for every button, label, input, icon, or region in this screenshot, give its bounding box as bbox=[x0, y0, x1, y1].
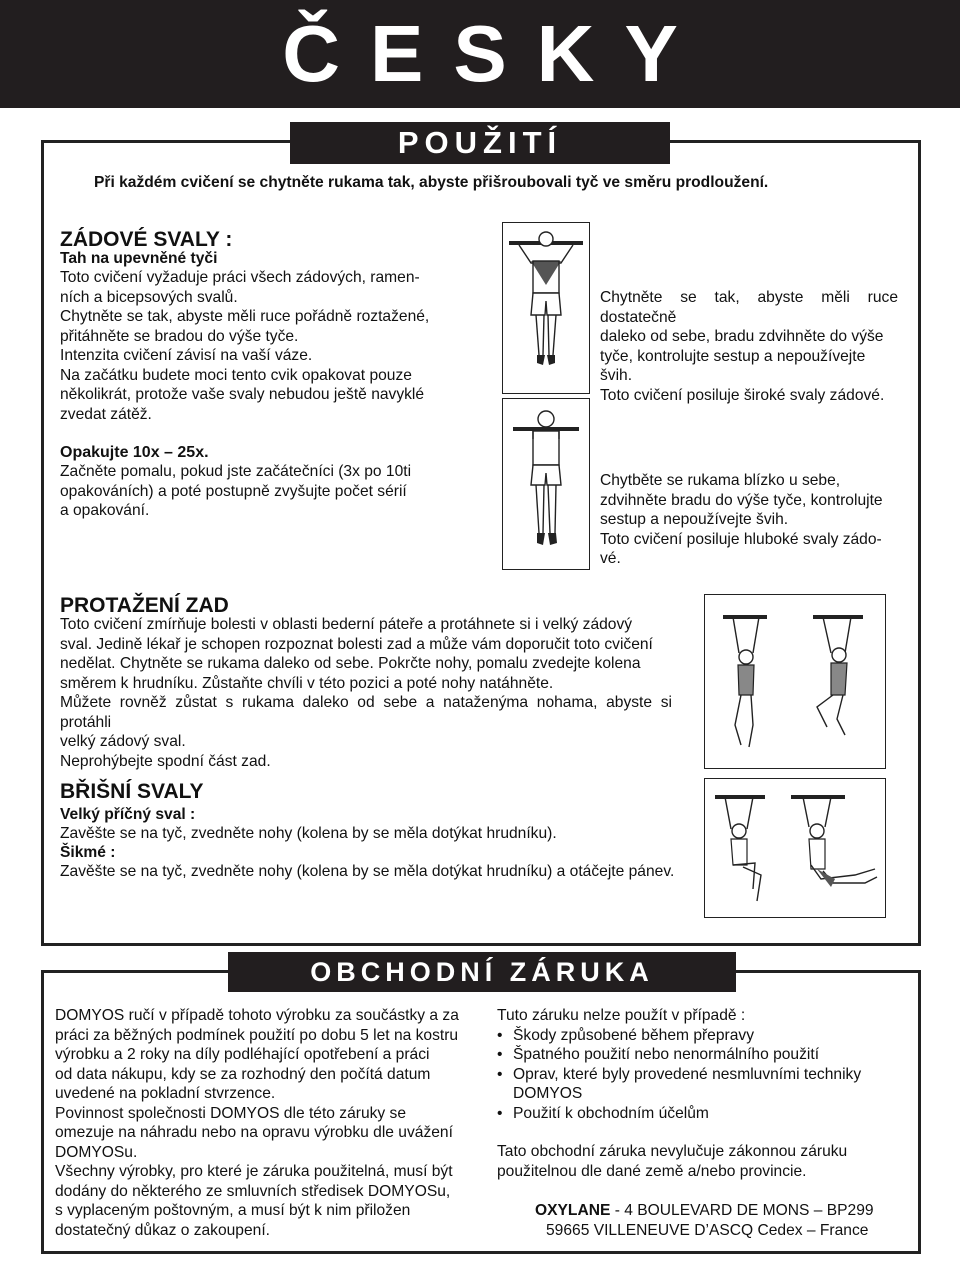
text-line: dodány do některého ze smluvních středisek DOMYOSu, bbox=[55, 1182, 451, 1200]
text-line: Všechny výrobky, pro které je záruka použitelná, musí být bbox=[55, 1163, 453, 1180]
text-line: zvedat zátěž. bbox=[60, 405, 152, 423]
address-line-2: 59665 VILLENEUVE D’ASCQ Cedex – France bbox=[546, 1222, 869, 1239]
warranty-right-text bbox=[497, 1006, 861, 1181]
back-title: ZÁDOVÉ SVALY : bbox=[60, 228, 233, 251]
text-line: tyče, kontrolujte sestup a nepoužívejte bbox=[600, 347, 866, 365]
text-line: sval. Jedině lékař je schopen rozpoznat bolesti zad a může vám doporučit toto cvičení bbox=[60, 635, 653, 653]
text-line: zdvihněte bradu do výše tyče, kontrolujte bbox=[600, 491, 883, 509]
text-line: a opakování. bbox=[60, 502, 150, 519]
text-line: dostatečný důkaz o zakoupení. bbox=[55, 1221, 270, 1239]
close-grip-text bbox=[600, 471, 898, 569]
address-line-1: - 4 BOULEVARD DE MONS – BP299 bbox=[610, 1202, 874, 1219]
text-line: Začněte pomalu, pokud jste začátečníci (3x po 10ti bbox=[60, 463, 412, 480]
text-line: s vyplaceným poštovným, a musí být k nim přiložen bbox=[55, 1202, 411, 1219]
abs-sub2: Šikmé : bbox=[60, 844, 116, 861]
text-line: omezuje na náhradu nebo na opravu výrobku dle uvážení bbox=[55, 1124, 453, 1141]
text-line: ních a bicepsových svalů. bbox=[60, 288, 238, 306]
stretch-illustration bbox=[704, 594, 886, 769]
stretch-text bbox=[60, 615, 672, 771]
text-line: švih. bbox=[600, 367, 633, 384]
stretch-title: PROTAŽENÍ ZAD bbox=[60, 594, 229, 617]
abs-sub1: Velký příčný sval : bbox=[60, 806, 196, 823]
text-line: Toto cvičení zmírňuje bolesti v oblasti bederní páteře a protáhnete si i velký zádový bbox=[60, 616, 633, 633]
text-line: přitáhněte se bradou do výše tyče. bbox=[60, 327, 299, 345]
text-line: Můžete rovněž zůstat s rukama daleko od sebe a nataženýma nohama, abyste si protáhli bbox=[60, 694, 672, 731]
exclusions-intro: Tuto záruku nelze použít v případě : bbox=[497, 1007, 746, 1024]
abs-line2: Zavěšte se na tyč, zvedněte nohy (kolena by se měla dotýkat hrudníku) a otáčejte pánev. bbox=[60, 863, 675, 880]
text-line: Intenzita cvičení závisí na vaší váze. bbox=[60, 347, 313, 364]
back-text bbox=[60, 268, 440, 424]
text-line: nedělat. Chytněte se rukama daleko od sebe. Pokrčte nohy, pomalu zvedejte kolena bbox=[60, 655, 641, 672]
text-line: Na začátku budete moci tento cvik opakovat pouze bbox=[60, 366, 412, 384]
text-line: Povinnost společnosti DOMYOS dle této záruky se bbox=[55, 1104, 407, 1122]
text-line: použitelnou dle dané země a/nebo provincie. bbox=[497, 1162, 807, 1180]
text-line: Chytběte se rukama blízko u sebe, bbox=[600, 472, 841, 489]
wide-grip-text bbox=[600, 288, 898, 405]
list-item-continuation: DOMYOS bbox=[513, 1085, 583, 1102]
text-line: Neprohýbejte spodní část zad. bbox=[60, 752, 271, 770]
repeat-title: Opakujte 10x – 25x. bbox=[60, 444, 209, 461]
text-line: DOMYOSu. bbox=[55, 1143, 138, 1161]
company-name: OXYLANE bbox=[535, 1202, 611, 1219]
exclusions-list-end bbox=[497, 1104, 861, 1124]
text-line: Chytněte se tak, abyste měli ruce dostatečně bbox=[600, 289, 898, 326]
language-title: ČESKY bbox=[282, 9, 708, 98]
text-line: opakováních) a poté postupně zvyšujte počet sérií bbox=[60, 482, 407, 500]
text-line: několikrát, protože vaše svaly nebudou ještě navyklé bbox=[60, 386, 425, 403]
text-line: Toto cvičení posiluje hluboké svaly zádo- bbox=[600, 530, 882, 548]
list-item: • Špatného použití nebo nenormálního použití bbox=[497, 1045, 861, 1065]
repeat-text bbox=[60, 462, 411, 521]
text-line: výrobku a 2 roky na díly podléhající opotřebení a práci bbox=[55, 1046, 430, 1063]
abs-title: BŘIŠNÍ SVALY bbox=[60, 780, 204, 803]
close-grip-illustration bbox=[502, 398, 590, 570]
abs-illustration bbox=[704, 778, 886, 918]
warranty-left-text bbox=[55, 1006, 459, 1240]
list-item: • Oprav, které byly provedené nesmluvními techniky bbox=[497, 1065, 861, 1085]
text-line: práci za běžných podmínek použití po dobu 5 let na kostru bbox=[55, 1026, 459, 1044]
warranty-tab: OBCHODNÍ ZÁRUKA bbox=[228, 952, 736, 992]
text-line: Toto cvičení posiluje široké svaly zádové. bbox=[600, 386, 885, 404]
text-line: Chytněte se tak, abyste měli ruce pořádně roztažené, bbox=[60, 308, 430, 325]
text-line: od data nákupu, kdy se za rozhodný den počítá datum bbox=[55, 1065, 431, 1083]
text-line: směrem k hrudníku. Zůstaňte chvíli v této pozici a poté nohy natáhněte. bbox=[60, 674, 554, 692]
exclusions-list bbox=[497, 1026, 861, 1085]
list-item: • Škody způsobené během přepravy bbox=[497, 1026, 861, 1046]
usage-tab: POUŽITÍ bbox=[290, 122, 670, 164]
list-item: • Použití k obchodním účelům bbox=[497, 1104, 861, 1124]
text-line: Toto cvičení vyžaduje práci všech zádových, ramen- bbox=[60, 269, 420, 286]
text-line: vé. bbox=[600, 550, 621, 567]
abs-line1: Zavěšte se na tyč, zvedněte nohy (kolena by se měla dotýkat hrudníku). bbox=[60, 825, 557, 842]
text-line: velký zádový sval. bbox=[60, 733, 186, 750]
company-address bbox=[535, 1201, 874, 1221]
text-line: DOMYOS ručí v případě tohoto výrobku za součástky a za bbox=[55, 1007, 459, 1024]
back-subtitle: Tah na upevněné tyči bbox=[60, 250, 218, 267]
usage-intro: Při každém cvičení se chytněte rukama tak, abyste přišroubovali tyč ve směru prodloužení. bbox=[94, 174, 769, 191]
wide-grip-illustration bbox=[502, 222, 590, 394]
text-line: Tato obchodní záruka nevylučuje zákonnou záruku bbox=[497, 1143, 848, 1160]
text-line: uvedené na pokladní stvrzence. bbox=[55, 1085, 276, 1102]
text-line: sestup a nepoužívejte švih. bbox=[600, 511, 789, 528]
text-line: daleko od sebe, bradu zdvihněte do výše bbox=[600, 328, 884, 345]
